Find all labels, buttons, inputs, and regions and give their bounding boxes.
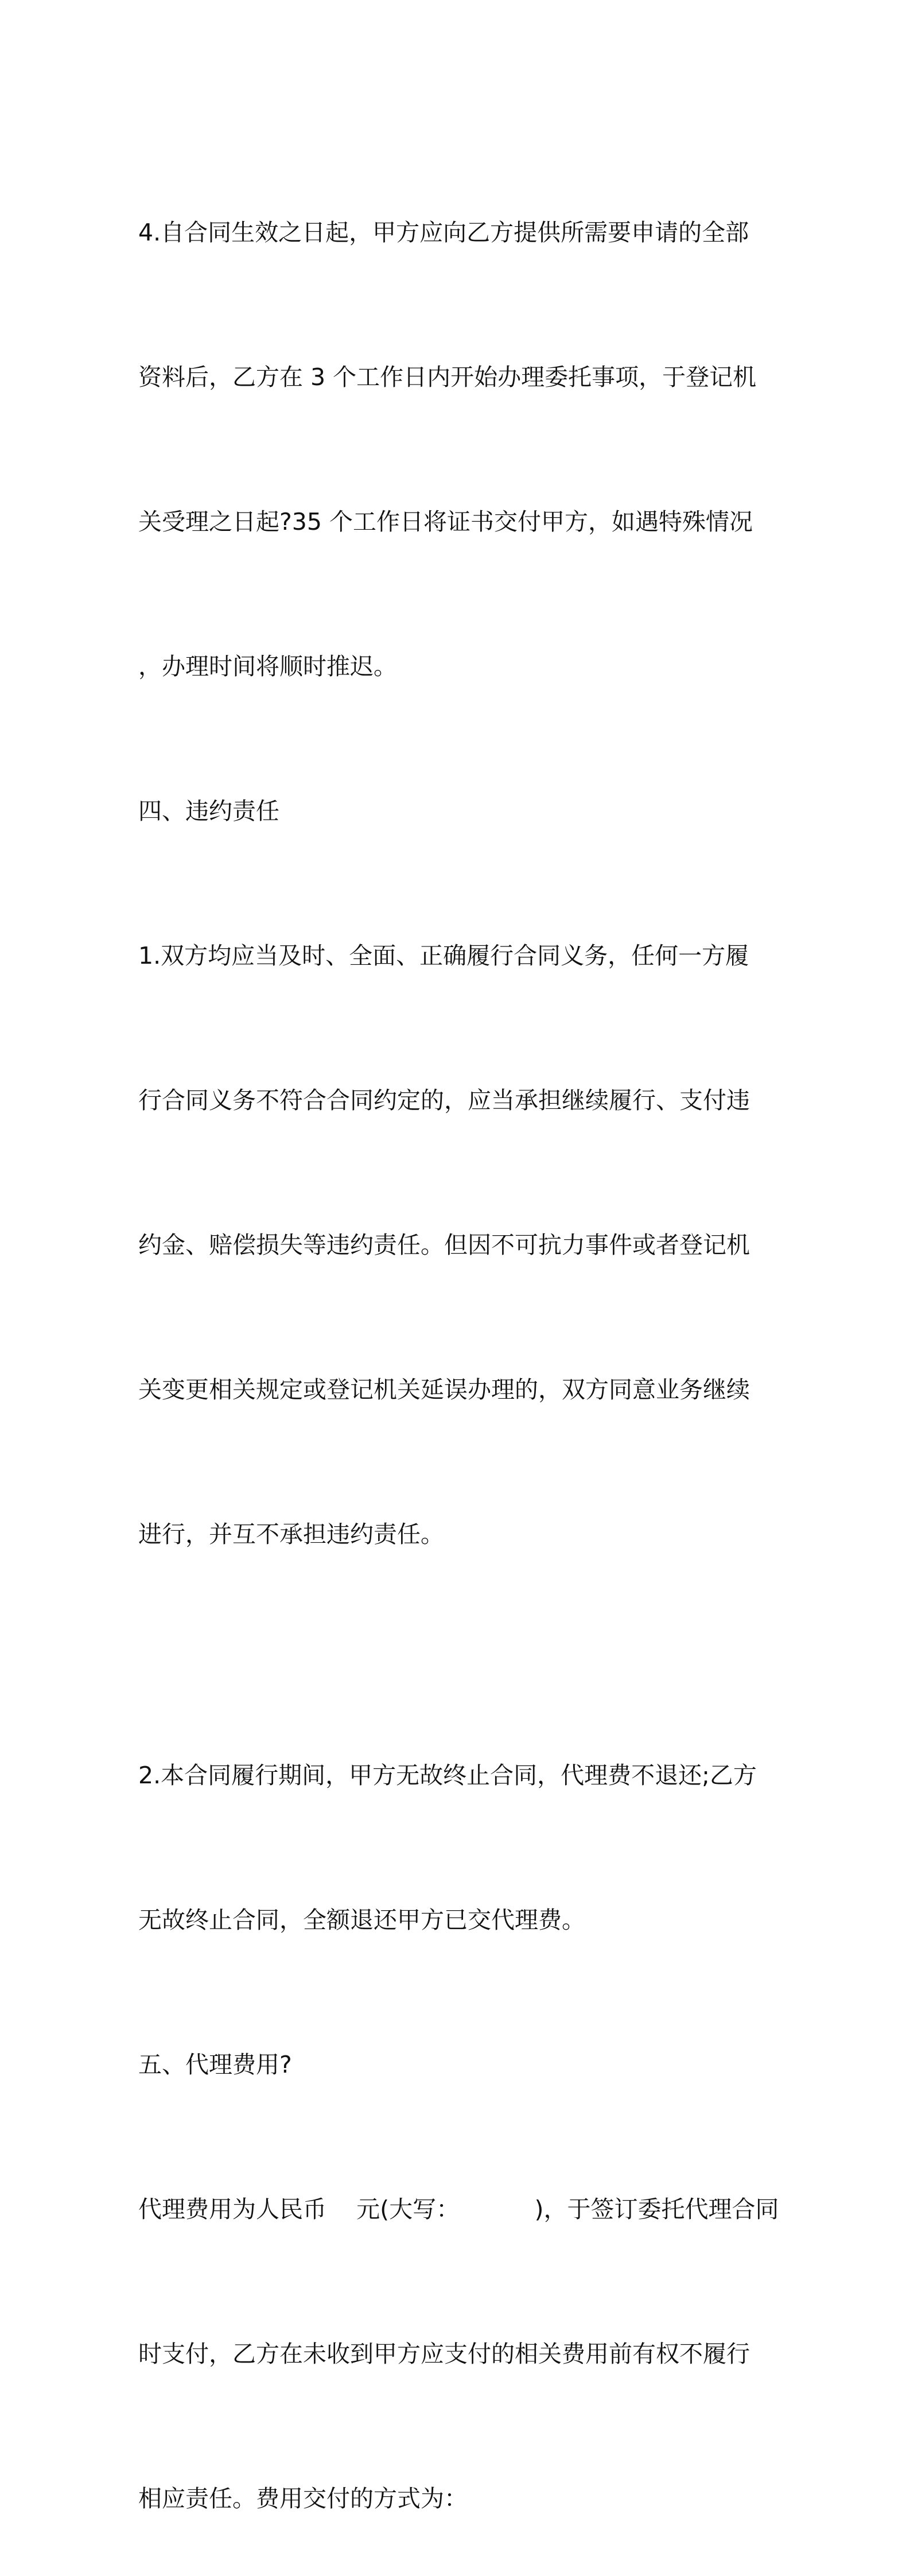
fee-clause (138, 2089, 781, 2576)
breach-clause-2-line: 无故终止合同，全额退还甲方已交代理费。 (138, 1906, 585, 1934)
contract-body (138, 112, 781, 2576)
clause-4 (138, 112, 781, 787)
clause-4-line: 关受理之日起?35 个工作日将证书交付甲方，如遇特殊情况 (138, 508, 753, 536)
breach-clause-1 (138, 835, 781, 1655)
clause-4-line: ，办理时间将顺时推迟。 (138, 653, 397, 680)
section-4-heading: 四、违约责任 (138, 797, 279, 825)
breach-clause-1-line: 行合同义务不符合合同约定的，应当承担继续履行、支付违 (138, 1087, 750, 1114)
clause-4-line: 资料后，乙方在 3 个工作日内开始办理委托事项，于登记机 (138, 363, 757, 391)
breach-clause-1-line: 进行，并互不承担违约责任。 (138, 1520, 444, 1548)
fee-clause-line: 代理费用为人民币 元(大写： )，于签订委托代理合同 (138, 2195, 779, 2223)
breach-clause-1-line: 1.双方均应当及时、全面、正确履行合同义务，任何一方履 (138, 942, 749, 969)
section-5-heading: 五、代理费用? (138, 2051, 292, 2078)
fee-clause-line: 相应责任。费用交付的方式为： (138, 2485, 468, 2512)
breach-clause-2 (138, 1655, 781, 2040)
breach-clause-2-line: 2.本合同履行期间，甲方无故终止合同，代理费不退还;乙方 (138, 1762, 757, 1789)
breach-clause-1-line: 约金、赔偿损失等违约责任。但因不可抗力事件或者登记机 (138, 1231, 750, 1259)
fee-clause-line: 时支付，乙方在未收到甲方应支付的相关费用前有权不履行 (138, 2340, 750, 2368)
clause-4-line: 4.自合同生效之日起，甲方应向乙方提供所需要申请的全部 (138, 219, 749, 246)
breach-clause-1-line: 关变更相关规定或登记机关延误办理的，双方同意业务继续 (138, 1376, 750, 1403)
